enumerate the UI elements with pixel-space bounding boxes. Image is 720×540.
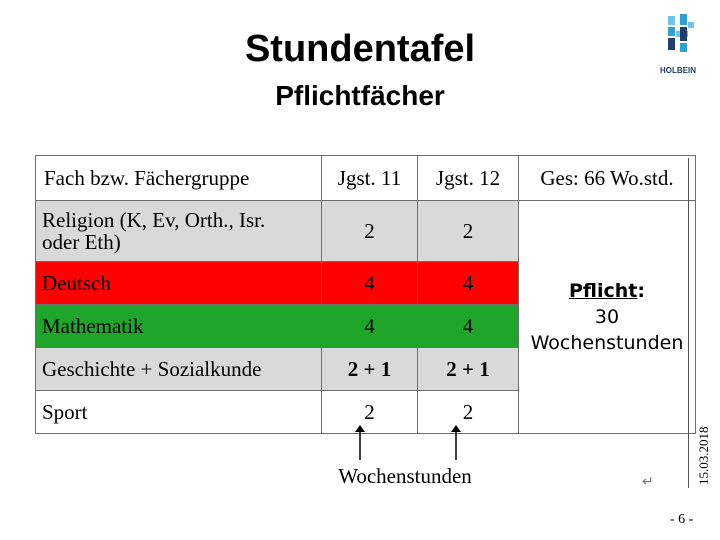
jgst11-cell: 4 (322, 262, 418, 305)
col-header-fach: Fach bzw. Fächergruppe (36, 156, 322, 201)
fach-cell: Sport (36, 391, 322, 434)
holbein-logo-icon (650, 12, 710, 98)
pflicht-value: 30 (594, 306, 620, 328)
table-row (36, 201, 696, 262)
jgst12-cell: 4 (418, 305, 519, 348)
jgst11-cell: 2 (322, 391, 418, 434)
arrow-up-icon (354, 425, 366, 460)
jgst12-cell: 2 (418, 391, 519, 434)
logo-text: HOLBEIN (660, 66, 696, 75)
stundentafel-table (35, 155, 696, 434)
page-title: Stundentafel (244, 28, 476, 70)
fach-cell: Deutsch (36, 262, 322, 305)
summary-cell (519, 201, 696, 434)
return-mark-icon: ↵ (642, 474, 654, 490)
col-header-jgst11: Jgst. 11 (322, 156, 418, 201)
pflicht-colon: : (637, 280, 645, 302)
pflicht-label: Pflicht (568, 280, 638, 302)
table-header-row (36, 156, 696, 201)
col-header-gesamt: Ges: 66 Wo.std. (519, 156, 696, 201)
arrow-label: Wochenstunden (338, 464, 472, 488)
fach-name-cont: oder Eth) (42, 230, 121, 254)
jgst12-cell: 4 (418, 262, 519, 305)
jgst11-cell: 2 (322, 201, 418, 262)
footer-divider (688, 158, 689, 488)
fach-name: Religion (K, Ev, Orth., Isr. (42, 208, 266, 232)
fach-cell (36, 201, 322, 262)
jgst11-cell: 4 (322, 305, 418, 348)
slide-date: 15.03.2018 (696, 426, 711, 485)
page-subtitle: Pflichtfächer (275, 80, 445, 111)
page-number: - 6 - (670, 512, 694, 527)
fach-cell: Mathematik (36, 305, 322, 348)
col-header-jgst12: Jgst. 12 (418, 156, 519, 201)
jgst12-cell: 2 + 1 (418, 348, 519, 391)
arrow-up-icon (450, 425, 462, 460)
jgst12-cell: 2 (418, 201, 519, 262)
jgst11-cell: 2 + 1 (322, 348, 418, 391)
fach-cell: Geschichte + Sozialkunde (36, 348, 322, 391)
pflicht-unit: Wochenstunden (530, 332, 684, 354)
